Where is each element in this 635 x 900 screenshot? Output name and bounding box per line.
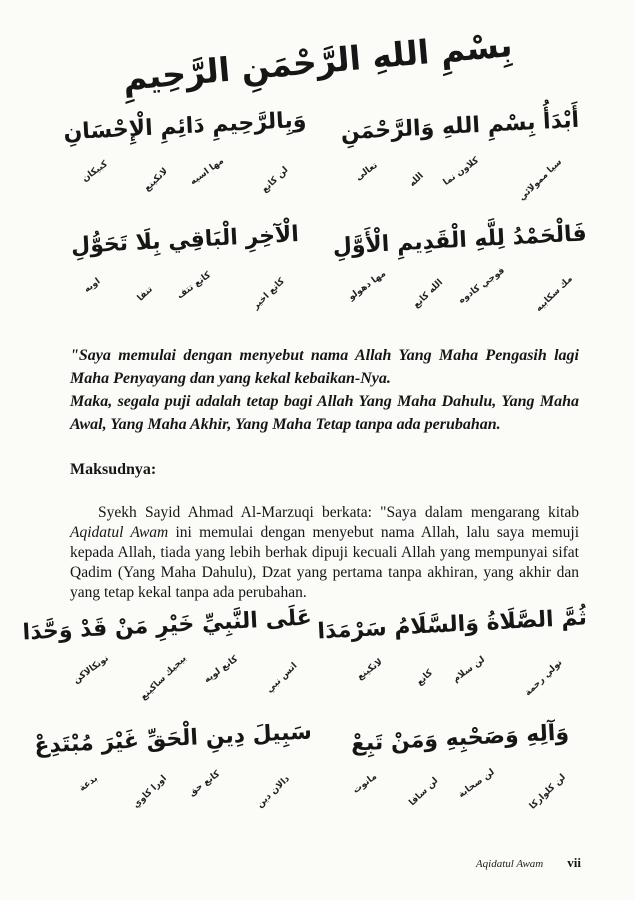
- annotation-word: مها اسيه: [188, 156, 227, 188]
- annotation-word: فوجي كادوه: [456, 265, 507, 306]
- interlinear-annotations: [333, 649, 587, 697]
- annotation-word: دالان دين: [254, 774, 292, 810]
- interlinear-annotations: [333, 763, 587, 811]
- annotation-word: كانع تتف: [175, 270, 213, 302]
- arabic-verse-text: وَبِالرَّحِيمِ دَائِمِ الْإِحْسَانِ: [62, 107, 307, 146]
- annotation-word: كبيكان: [80, 159, 110, 185]
- interlinear-annotations: [58, 649, 312, 703]
- annotation-word: اتس نبي: [265, 661, 300, 695]
- page-footer: [476, 855, 581, 871]
- meaning-text-segment-2: ini memulai dengan menyebut nama Allah, lalu saya memuji kepada Allah, tiada yang lebih berhak dipuji kecuali Allah yang mempunyai sifat Qadim (Yang Maha Dahulu), Dzat yang pertama tanpa akhiran, yang akhir dan yang tetap kekal tanpa ada perubahan.: [70, 523, 579, 601]
- hemistich-right: [332, 221, 588, 330]
- annotation-word: لن كلواركا: [528, 772, 569, 812]
- interlinear-annotations: [58, 763, 312, 811]
- annotation-word: سيا ممولائي: [517, 157, 565, 203]
- verse-row-2: [58, 221, 588, 330]
- verse-row-1: [58, 107, 587, 216]
- annotation-word: مك سكابيه: [533, 274, 575, 314]
- annotation-word: الله: [407, 171, 427, 190]
- arabic-verse-text: أَبْدَأُ بِسْمِ اللهِ وَالرَّحْمَنِ: [340, 107, 580, 146]
- arabic-verse-block-bottom: [22, 605, 588, 840]
- arabic-verse-text: عَلَى النَّبِيِّ خَيْرِ مَنْ قَدْ وَحَّدَا: [22, 605, 313, 646]
- annotation-word: نونكالاكن: [71, 653, 111, 686]
- annotation-word: لن سافا: [407, 775, 441, 809]
- footer-page-number: vii: [567, 855, 581, 870]
- arabic-verse-text: سَبِيلَ دِينِ الْحَقِّ غَيْرَ مُبْتَدِعْ: [33, 719, 313, 759]
- hemistich-right: [333, 720, 587, 828]
- annotation-word: لانكينع: [355, 657, 385, 683]
- book-title-inline: Aqidatul Awam: [70, 523, 169, 541]
- arabic-verse-text: فَالْحَمْدُ لِلَّهِ الْقَدِيمِ الْأَوَّلِ: [332, 221, 588, 260]
- translation-paragraph-1: "Saya memulai dengan menyebut nama Allah Yang Maha Pengasih lagi Maha Penyayang dan yang kekal kebaikan-Nya.: [70, 347, 579, 387]
- arabic-verse-block-top: [58, 107, 588, 342]
- annotation-word: بيجيك ساكينع: [139, 653, 189, 703]
- arabic-verse-text: الْآخِرِ الْبَاقِي بِلَا تَحَوُّلِ: [70, 222, 300, 259]
- hemistich-right: [333, 107, 587, 216]
- annotation-word: لن صحابة: [456, 767, 497, 801]
- interlinear-annotations: [333, 265, 587, 313]
- hemistich-left: [58, 222, 312, 330]
- annotation-word: اورا كاوي: [131, 773, 169, 811]
- annotation-word: الله كانع: [412, 277, 446, 311]
- basmalah-calligraphy: بِسْمِ اللهِ الرَّحْمَنِ الرَّحِيمِ: [121, 25, 514, 98]
- annotation-word: مها دهولو: [346, 268, 388, 303]
- interlinear-annotations: [58, 151, 312, 199]
- annotation-word: نولي رحمة: [522, 657, 565, 699]
- annotation-word: اوبه: [82, 276, 103, 295]
- annotation-word: بدعة: [77, 773, 100, 794]
- annotation-word: تنفا: [135, 284, 155, 304]
- annotation-word: لانكينع: [142, 166, 170, 194]
- meaning-text-segment-1: Syekh Sayid Ahmad Al-Marzuqi berkata: "Saya dalam mengarang kitab: [98, 503, 579, 521]
- verse-row-4: [33, 719, 587, 828]
- annotation-word: لن كانع: [260, 165, 291, 196]
- annotation-word: كلاون نما: [442, 155, 482, 188]
- interlinear-annotations: [58, 265, 312, 313]
- interlinear-annotations: [333, 151, 587, 203]
- translation-paragraph-2: Maka, segala puji adalah tetap bagi Allah Yang Maha Dahulu, Yang Maha Awal, Yang Maha Akhir, Yang Maha Tetap tanpa ada perubahan.: [70, 393, 579, 433]
- annotation-word: كانع لويه: [202, 654, 241, 686]
- hemistich-left: [22, 605, 313, 714]
- hemistich-left: [33, 719, 313, 828]
- arabic-verse-text: وَآلِهِ وَصَحْبِهِ وَمَنْ تَبِعْ: [350, 720, 570, 757]
- hemistich-left: [58, 107, 312, 216]
- annotation-word: كانع اخير: [250, 276, 287, 312]
- annotation-word: لن سلام: [451, 654, 488, 685]
- meaning-paragraph: [70, 503, 579, 603]
- translation-paragraphs: [70, 344, 579, 436]
- annotation-word: كانع حق: [187, 769, 223, 799]
- meaning-heading: Maksudnya:: [70, 461, 157, 478]
- verse-row-3: [22, 605, 588, 714]
- annotation-word: كانع: [414, 668, 435, 688]
- annotation-word: تعالى: [353, 160, 380, 183]
- annotation-word: مانوت: [350, 771, 379, 796]
- footer-book-title: Aqidatul Awam: [475, 858, 544, 870]
- arabic-verse-text: ثُمَّ الصَّلَاةُ وَالسَّلَامُ سَرْمَدَا: [316, 605, 588, 645]
- hemistich-right: [316, 605, 588, 714]
